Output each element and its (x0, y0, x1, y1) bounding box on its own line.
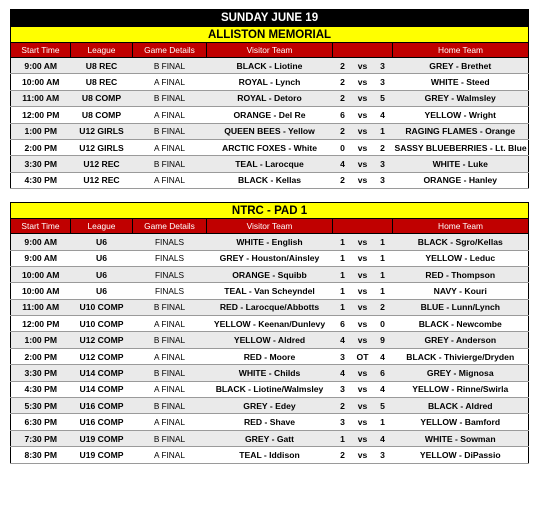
section-spacer (11, 189, 529, 203)
venue-row (11, 27, 529, 43)
score-separator: vs (353, 250, 373, 266)
game-row (11, 414, 529, 430)
game-details: A FINAL (133, 139, 207, 155)
game-start-time: 8:30 PM (11, 447, 71, 463)
home-team: WHITE - Steed (393, 74, 529, 90)
game-start-time: 2:00 PM (11, 348, 71, 364)
game-details: B FINAL (133, 430, 207, 446)
visitor-score: 4 (333, 365, 353, 381)
column-header-row (11, 219, 529, 234)
home-team: BLACK - Sgro/Kellas (393, 234, 529, 250)
score-separator: vs (353, 74, 373, 90)
game-row (11, 123, 529, 139)
home-team: YELLOW - Rinne/Swirla (393, 381, 529, 397)
game-start-time: 3:30 PM (11, 156, 71, 172)
game-row (11, 234, 529, 250)
game-start-time: 2:00 PM (11, 139, 71, 155)
game-start-time: 1:00 PM (11, 123, 71, 139)
score-separator: vs (353, 156, 373, 172)
game-start-time: 4:30 PM (11, 381, 71, 397)
header-start-time: Start Time (11, 43, 71, 58)
game-league: U12 REC (71, 156, 133, 172)
venue-row (11, 203, 529, 219)
game-details: FINALS (133, 234, 207, 250)
game-start-time: 11:00 AM (11, 299, 71, 315)
game-details: A FINAL (133, 414, 207, 430)
header-game-details: Game Details (133, 43, 207, 58)
visitor-score: 1 (333, 283, 353, 299)
visitor-team: GREY - Houston/Ainsley (207, 250, 333, 266)
home-score: 1 (373, 234, 393, 250)
score-separator: vs (353, 123, 373, 139)
score-separator: vs (353, 414, 373, 430)
game-league: U8 COMP (71, 107, 133, 123)
home-team: ORANGE - Hanley (393, 172, 529, 188)
game-details: A FINAL (133, 316, 207, 332)
visitor-team: QUEEN BEES - Yellow (207, 123, 333, 139)
game-start-time: 5:30 PM (11, 398, 71, 414)
game-league: U12 REC (71, 172, 133, 188)
score-separator: vs (353, 172, 373, 188)
game-row (11, 348, 529, 364)
venue-title: ALLISTON MEMORIAL (11, 27, 529, 43)
score-separator: vs (353, 430, 373, 446)
visitor-team: RED - Larocque/Abbotts (207, 299, 333, 315)
game-details: B FINAL (133, 123, 207, 139)
game-league: U14 COMP (71, 365, 133, 381)
visitor-team: GREY - Gatt (207, 430, 333, 446)
visitor-team: RED - Moore (207, 348, 333, 364)
home-score: 5 (373, 90, 393, 106)
game-details: A FINAL (133, 74, 207, 90)
game-row (11, 365, 529, 381)
home-team: GREY - Anderson (393, 332, 529, 348)
score-separator: vs (353, 234, 373, 250)
game-start-time: 10:00 AM (11, 283, 71, 299)
home-team: YELLOW - Wright (393, 107, 529, 123)
column-header-row (11, 43, 529, 58)
header-home-team: Home Team (393, 219, 529, 234)
home-score: 4 (373, 381, 393, 397)
score-separator: vs (353, 447, 373, 463)
game-details: B FINAL (133, 332, 207, 348)
visitor-score: 2 (333, 123, 353, 139)
game-details: B FINAL (133, 398, 207, 414)
home-team: SASSY BLUEBERRIES - Lt. Blue (393, 139, 529, 155)
game-details: A FINAL (133, 348, 207, 364)
game-row (11, 283, 529, 299)
game-details: B FINAL (133, 299, 207, 315)
game-details: FINALS (133, 250, 207, 266)
home-score: 2 (373, 299, 393, 315)
visitor-score: 4 (333, 156, 353, 172)
game-start-time: 6:30 PM (11, 414, 71, 430)
home-team: GREY - Brethet (393, 58, 529, 74)
home-team: BLACK - Aldred (393, 398, 529, 414)
visitor-team: TEAL - Iddison (207, 447, 333, 463)
day-title-row (11, 10, 529, 27)
visitor-team: TEAL - Van Scheyndel (207, 283, 333, 299)
visitor-team: BLACK - Liotine (207, 58, 333, 74)
game-league: U8 COMP (71, 90, 133, 106)
game-details: A FINAL (133, 447, 207, 463)
game-row (11, 398, 529, 414)
home-score: 0 (373, 316, 393, 332)
game-league: U8 REC (71, 74, 133, 90)
visitor-score: 6 (333, 316, 353, 332)
home-team: WHITE - Sowman (393, 430, 529, 446)
visitor-team: YELLOW - Aldred (207, 332, 333, 348)
home-score: 3 (373, 172, 393, 188)
game-row (11, 156, 529, 172)
game-row (11, 430, 529, 446)
home-score: 1 (373, 123, 393, 139)
visitor-team: BLACK - Liotine/Walmsley (207, 381, 333, 397)
game-league: U14 COMP (71, 381, 133, 397)
home-team: GREY - Walmsley (393, 90, 529, 106)
visitor-score: 3 (333, 414, 353, 430)
game-details: B FINAL (133, 365, 207, 381)
header-start-time: Start Time (11, 219, 71, 234)
visitor-team: ROYAL - Lynch (207, 74, 333, 90)
home-score: 4 (373, 348, 393, 364)
visitor-score: 2 (333, 74, 353, 90)
game-start-time: 12:00 PM (11, 107, 71, 123)
home-team: RAGING FLAMES - Orange (393, 123, 529, 139)
visitor-team: BLACK - Kellas (207, 172, 333, 188)
game-league: U16 COMP (71, 414, 133, 430)
header-visitor-team: Visitor Team (207, 43, 333, 58)
game-row (11, 139, 529, 155)
game-details: B FINAL (133, 156, 207, 172)
visitor-team: WHITE - English (207, 234, 333, 250)
visitor-team: YELLOW - Keenan/Dunlevy (207, 316, 333, 332)
visitor-score: 2 (333, 172, 353, 188)
score-separator: vs (353, 332, 373, 348)
score-separator: vs (353, 299, 373, 315)
game-row (11, 58, 529, 74)
visitor-team: ROYAL - Detoro (207, 90, 333, 106)
home-score: 9 (373, 332, 393, 348)
score-separator: vs (353, 107, 373, 123)
game-league: U6 (71, 266, 133, 282)
game-league: U16 COMP (71, 398, 133, 414)
visitor-score: 1 (333, 299, 353, 315)
home-score: 3 (373, 58, 393, 74)
game-row (11, 250, 529, 266)
header-home-team: Home Team (393, 43, 529, 58)
home-score: 3 (373, 156, 393, 172)
header-league: League (71, 43, 133, 58)
home-team: GREY - Mignosa (393, 365, 529, 381)
schedule-table (10, 9, 529, 464)
visitor-score: 0 (333, 139, 353, 155)
visitor-score: 1 (333, 266, 353, 282)
visitor-score: 1 (333, 250, 353, 266)
score-separator: vs (353, 58, 373, 74)
home-team: YELLOW - Bamford (393, 414, 529, 430)
home-score: 1 (373, 266, 393, 282)
home-score: 6 (373, 365, 393, 381)
game-start-time: 9:00 AM (11, 250, 71, 266)
game-start-time: 1:00 PM (11, 332, 71, 348)
home-team: RED - Thompson (393, 266, 529, 282)
game-start-time: 7:30 PM (11, 430, 71, 446)
visitor-score: 3 (333, 348, 353, 364)
game-row (11, 299, 529, 315)
visitor-score: 2 (333, 398, 353, 414)
header-visitor-team: Visitor Team (207, 219, 333, 234)
home-team: YELLOW - Leduc (393, 250, 529, 266)
game-league: U6 (71, 234, 133, 250)
home-score: 4 (373, 107, 393, 123)
home-score: 3 (373, 74, 393, 90)
day-title: SUNDAY JUNE 19 (11, 10, 529, 27)
game-league: U10 COMP (71, 316, 133, 332)
game-league: U12 COMP (71, 348, 133, 364)
game-start-time: 11:00 AM (11, 90, 71, 106)
game-row (11, 316, 529, 332)
header-score-spacer (333, 219, 393, 234)
home-team: BLACK - Newcombe (393, 316, 529, 332)
home-team: YELLOW - DiPassio (393, 447, 529, 463)
game-details: FINALS (133, 266, 207, 282)
schedule-sheet (10, 9, 528, 464)
visitor-score: 6 (333, 107, 353, 123)
game-start-time: 4:30 PM (11, 172, 71, 188)
score-separator: OT (353, 348, 373, 364)
header-league: League (71, 219, 133, 234)
visitor-score: 1 (333, 430, 353, 446)
visitor-team: ORANGE - Del Re (207, 107, 333, 123)
home-score: 1 (373, 250, 393, 266)
game-league: U12 COMP (71, 332, 133, 348)
visitor-team: WHITE - Childs (207, 365, 333, 381)
home-team: BLACK - Thivierge/Dryden (393, 348, 529, 364)
home-score: 5 (373, 398, 393, 414)
score-separator: vs (353, 381, 373, 397)
visitor-score: 2 (333, 58, 353, 74)
game-league: U8 REC (71, 58, 133, 74)
game-start-time: 3:30 PM (11, 365, 71, 381)
home-team: NAVY - Kouri (393, 283, 529, 299)
game-details: B FINAL (133, 90, 207, 106)
game-league: U10 COMP (71, 299, 133, 315)
score-separator: vs (353, 90, 373, 106)
home-score: 1 (373, 283, 393, 299)
visitor-team: ARCTIC FOXES - White (207, 139, 333, 155)
visitor-team: GREY - Edey (207, 398, 333, 414)
home-score: 4 (373, 430, 393, 446)
home-score: 2 (373, 139, 393, 155)
header-game-details: Game Details (133, 219, 207, 234)
game-details: B FINAL (133, 58, 207, 74)
header-score-spacer (333, 43, 393, 58)
game-start-time: 9:00 AM (11, 234, 71, 250)
visitor-team: ORANGE - Squibb (207, 266, 333, 282)
home-team: WHITE - Luke (393, 156, 529, 172)
visitor-score: 2 (333, 90, 353, 106)
game-start-time: 9:00 AM (11, 58, 71, 74)
game-league: U12 GIRLS (71, 139, 133, 155)
game-row (11, 381, 529, 397)
game-row (11, 266, 529, 282)
venue-title: NTRC - PAD 1 (11, 203, 529, 219)
game-row (11, 447, 529, 463)
game-league: U19 COMP (71, 430, 133, 446)
spacer-cell (11, 189, 529, 203)
game-league: U19 COMP (71, 447, 133, 463)
visitor-score: 2 (333, 447, 353, 463)
visitor-score: 3 (333, 381, 353, 397)
game-league: U6 (71, 250, 133, 266)
game-row (11, 90, 529, 106)
score-separator: vs (353, 365, 373, 381)
game-row (11, 74, 529, 90)
home-score: 1 (373, 414, 393, 430)
game-row (11, 172, 529, 188)
visitor-team: TEAL - Larocque (207, 156, 333, 172)
visitor-score: 4 (333, 332, 353, 348)
game-start-time: 12:00 PM (11, 316, 71, 332)
score-separator: vs (353, 398, 373, 414)
home-score: 3 (373, 447, 393, 463)
visitor-team: RED - Shave (207, 414, 333, 430)
game-details: A FINAL (133, 381, 207, 397)
game-start-time: 10:00 AM (11, 266, 71, 282)
game-details: A FINAL (133, 172, 207, 188)
game-details: A FINAL (133, 107, 207, 123)
score-separator: vs (353, 283, 373, 299)
home-team: BLUE - Lunn/Lynch (393, 299, 529, 315)
game-start-time: 10:00 AM (11, 74, 71, 90)
score-separator: vs (353, 266, 373, 282)
game-league: U6 (71, 283, 133, 299)
visitor-score: 1 (333, 234, 353, 250)
game-row (11, 332, 529, 348)
score-separator: vs (353, 316, 373, 332)
game-details: FINALS (133, 283, 207, 299)
game-league: U12 GIRLS (71, 123, 133, 139)
score-separator: vs (353, 139, 373, 155)
game-row (11, 107, 529, 123)
